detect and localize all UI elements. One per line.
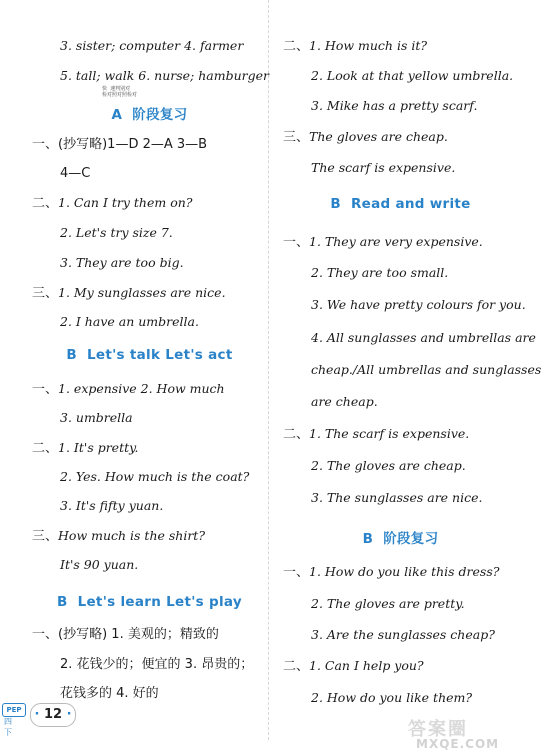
answer-line: 5. tall; walk 6. nurse; hamburger — [60, 68, 269, 83]
section-letter: B — [56, 594, 68, 610]
page-number — [30, 703, 76, 727]
answer-line: 4—C — [60, 166, 91, 181]
item-prefix: 二、 — [283, 659, 310, 674]
answer-line: 3. The sunglasses are nice. — [311, 490, 483, 505]
section-heading — [32, 347, 267, 363]
answer-line — [283, 129, 448, 146]
answer-text: 1. How do you like this dress? — [309, 564, 500, 579]
answer-line — [32, 440, 139, 457]
answer-text: 1. It's pretty. — [58, 440, 139, 455]
answer-line: 4. All sunglasses and umbrellas are — [311, 330, 536, 345]
answer-text: 1. Can I try them on? — [58, 195, 193, 210]
section-heading — [283, 196, 518, 212]
item-prefix: 三、 — [283, 130, 310, 145]
answer-line: The scarf is expensive. — [311, 160, 456, 175]
answer-line: 3. We have pretty colours for you. — [311, 297, 526, 312]
answer-line: 3. It's fifty yuan. — [60, 498, 164, 513]
answer-line — [32, 195, 192, 212]
answer-line: 3. Mike has a pretty scarf. — [311, 98, 478, 113]
section-letter: B — [362, 531, 374, 547]
answer-line — [32, 528, 205, 545]
answer-line: 2. Let's try size 7. — [60, 225, 173, 240]
answer-line: 2. The gloves are cheap. — [311, 458, 466, 473]
answer-line — [283, 38, 427, 55]
answer-text: How much is the shirt? — [58, 528, 206, 543]
dot-icon: · — [66, 707, 72, 722]
item-prefix: 二、 — [32, 441, 59, 456]
answer-line — [283, 658, 424, 675]
answer-line: 3. umbrella — [60, 410, 133, 425]
pep-badge: PEP — [2, 703, 26, 717]
item-prefix: 二、 — [283, 427, 310, 442]
item-prefix: 一、 — [32, 382, 59, 397]
answer-line: 2. I have an umbrella. — [60, 314, 199, 329]
section-title: Read and write — [350, 196, 471, 212]
section-heading — [32, 594, 267, 610]
answer-line: It's 90 yuan. — [60, 557, 139, 572]
answer-line — [32, 381, 225, 398]
answer-text: 1. Can I help you? — [309, 658, 424, 673]
answer-text: 1. expensive 2. How much — [58, 381, 225, 396]
answer-line: 花钱多的 4. 好的 — [60, 686, 159, 701]
item-prefix: 一、 — [32, 627, 59, 642]
item-prefix: 二、 — [32, 196, 59, 211]
section-letter: B — [330, 196, 341, 212]
item-prefix: 三、 — [32, 286, 59, 301]
answer-line — [283, 426, 469, 443]
page-number-value: 12 — [43, 707, 63, 722]
item-prefix: 二、 — [283, 39, 310, 54]
answer-text: (抄写略) 1. 美观的；精致的 — [58, 627, 219, 642]
copy-note: (抄写略) — [58, 137, 108, 152]
answer-text: 1. How much is it? — [309, 38, 428, 53]
answer-text: 1. The scarf is expensive. — [309, 426, 470, 441]
section-heading — [32, 103, 267, 123]
answer-line — [32, 627, 219, 643]
answer-line — [283, 234, 483, 251]
answer-line: 3. They are too big. — [60, 255, 184, 270]
watermark-text: 答案圈 — [408, 719, 468, 740]
section-heading — [283, 527, 518, 547]
answer-text: 1—D 2—A 3—B — [107, 137, 208, 152]
answer-line: 2. 花钱少的；便宜的 3. 昂贵的； — [60, 657, 254, 672]
item-prefix: 一、 — [32, 137, 59, 152]
item-prefix: 一、 — [283, 565, 310, 580]
grade-label: 四下 — [4, 717, 12, 737]
dot-icon: · — [34, 707, 40, 722]
answer-line: 2. How do you like them? — [311, 690, 473, 705]
answer-line: are cheap. — [311, 394, 378, 409]
answer-line — [32, 285, 226, 302]
answer-text: 1. My sunglasses are nice. — [58, 285, 226, 300]
answer-line — [283, 564, 499, 581]
watermark-logo — [408, 715, 500, 753]
answer-line: cheap./All umbrellas and sunglasses — [311, 362, 541, 377]
section-title: Let's talk Let's act — [86, 347, 233, 363]
answer-text: The gloves are cheap. — [309, 129, 448, 144]
section-title: 阶段复习 — [383, 531, 439, 547]
answer-line: 2. Yes. How much is the coat? — [60, 469, 250, 484]
tiny-note: 快 速判别对 检对照对照检对 — [102, 86, 138, 98]
answer-line: 2. They are too small. — [311, 265, 449, 280]
answer-line: 2. The gloves are pretty. — [311, 596, 465, 611]
answer-line — [32, 136, 207, 153]
column-divider — [268, 0, 269, 740]
watermark-url: MXQE.COM — [416, 737, 500, 751]
section-letter: B — [66, 347, 77, 363]
answer-line: 3. Are the sunglasses cheap? — [311, 627, 495, 642]
answer-text: 1. They are very expensive. — [309, 234, 483, 249]
section-title: 阶段复习 — [132, 107, 188, 123]
item-prefix: 一、 — [283, 235, 310, 250]
answer-line: 2. Look at that yellow umbrella. — [311, 68, 514, 83]
answer-line: 3. sister; computer 4. farmer — [60, 38, 244, 53]
section-letter: A — [111, 107, 123, 123]
section-title: Let's learn Let's play — [77, 594, 242, 610]
item-prefix: 三、 — [32, 529, 59, 544]
